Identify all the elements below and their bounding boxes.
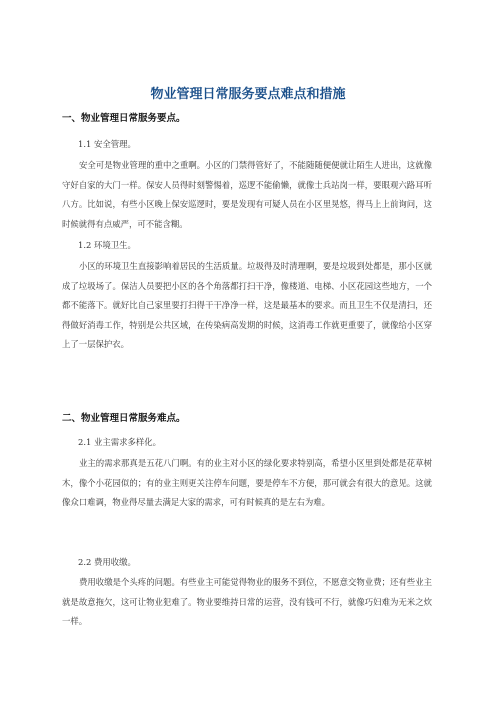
subsection-heading-1-2: 1.2 环境卫生。 [78,240,136,250]
subsection-heading-2-2: 2.2 费用收缴。 [78,557,136,567]
paragraph-2-1: 业主的需求那真是五花八门啊。有的业主对小区的绿化要求特别高，希望小区里到处都是花草树木，像个小花园似的；有的业主则更关注停车问题，要是停车不方便，那可就会有很大的意见。这就像众口难调，物业得尽量去满足大家的需求，可有时候真的是左右为难。 [62,458,432,507]
document-title: 物业管理日常服务要点难点和措施 [150,87,346,102]
paragraph-1-1: 安全可是物业管理的重中之重啊。小区的门禁得管好了，不能随随便便就让陌生人进出，这就像守好自家的大门一样。保安人员得时刻警惕着，巡逻不能偷懒，就像士兵站岗一样，要眼观六路耳听八方。比如说，有些小区晚上保安巡逻时，要是发现有可疑人员在小区里晃悠，得马上上前询问，这时候就得有点威严，可不能含糊。 [62,160,432,229]
subsection-heading-1-1: 1.1 安全管理。 [78,139,136,149]
paragraph-2-2: 费用收缴是个头疼的问题。有些业主可能觉得物业的服务不到位，不愿意交物业费；还有些业主就是故意拖欠，这可让物业犯难了。物业要维持日常的运营，没有钱可不行，就像巧妇难为无米之炊一样。 [62,577,432,626]
paragraph-1-2: 小区的环境卫生直接影响着居民的生活质量。垃圾得及时清理啊，要是垃圾到处都是，那小区就成了垃圾场了。保洁人员要把小区的各个角落都打扫干净，像楼道、电梯、小区花园这些地方，一个都不能落下。就好比自己家里要打扫得干干净净一样，这是最基本的要求。而且卫生不仅是清扫，还得做好消毒工作，特别是公共区域，在传染病高发期的时候，这消毒工作就更重要了，就像给小区穿上了一层保护衣。 [62,261,432,349]
section-heading-2: 二、物业管理日常服务难点。 [62,413,186,424]
section-heading-1: 一、物业管理日常服务要点。 [62,113,186,124]
subsection-heading-2-1: 2.1 业主需求多样化。 [78,437,161,447]
